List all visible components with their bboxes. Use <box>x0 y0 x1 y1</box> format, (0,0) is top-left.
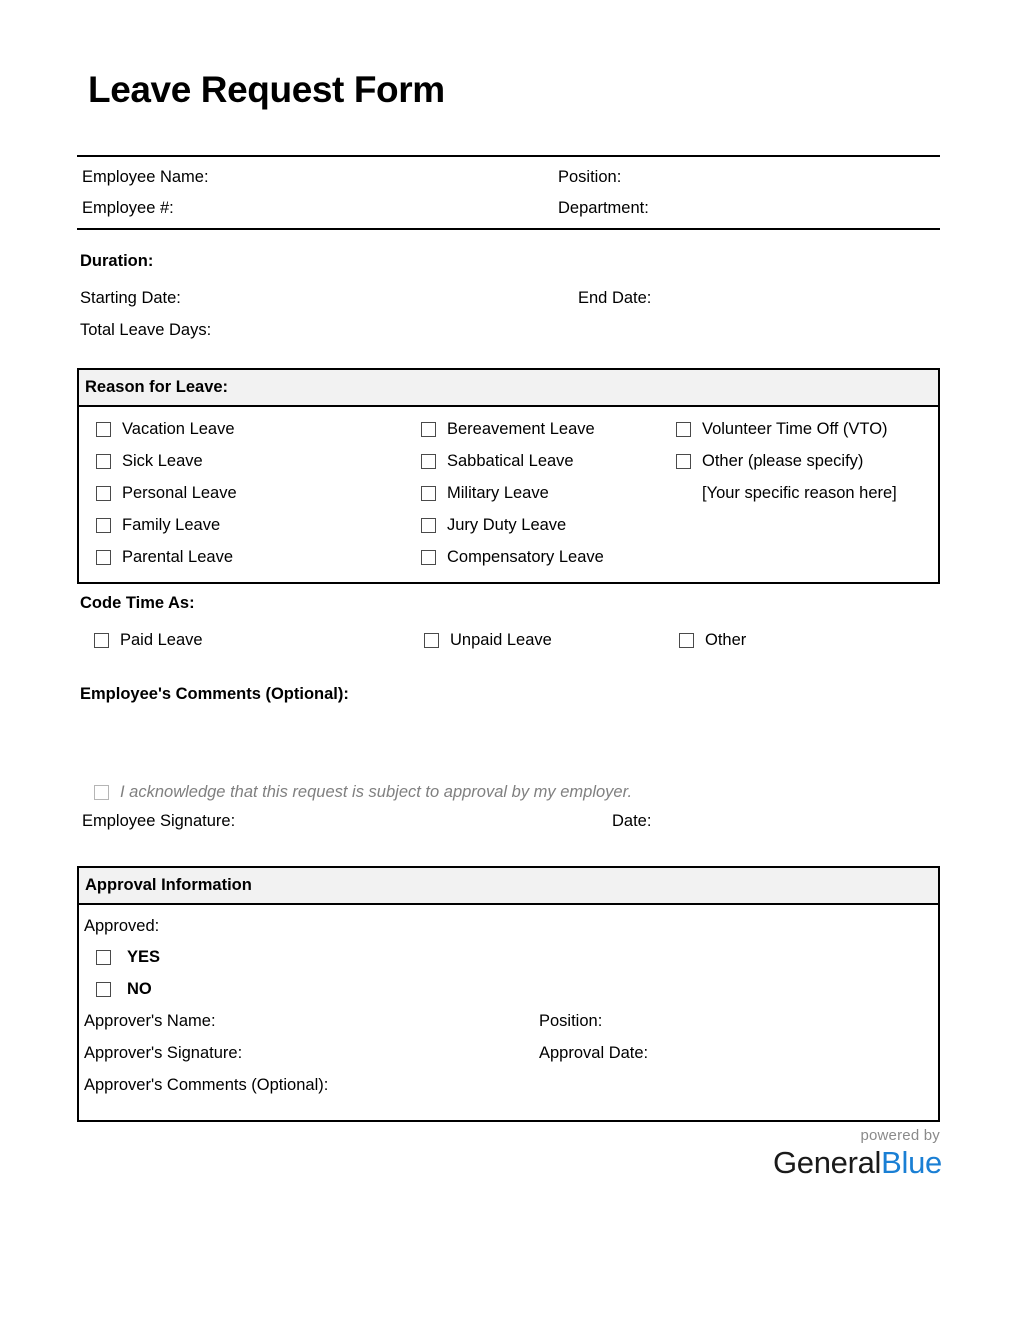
page-title: Leave Request Form <box>88 69 445 110</box>
reason-for-leave-section <box>77 368 940 584</box>
checkbox-label: Paid Leave <box>120 630 203 649</box>
employee-info-block <box>77 155 940 230</box>
checkbox-approved-no[interactable] <box>79 974 938 1006</box>
checkbox-label: Personal Leave <box>122 484 237 503</box>
checkbox-icon[interactable] <box>96 550 111 565</box>
reason-row <box>79 510 938 542</box>
checkbox-icon[interactable] <box>421 518 436 533</box>
position-label: Position: <box>558 168 622 186</box>
checkbox-label: Military Leave <box>447 484 549 503</box>
approval-information-body <box>79 905 938 1102</box>
checkbox-icon[interactable] <box>424 633 439 648</box>
checkbox-vacation-leave[interactable] <box>79 420 421 439</box>
checkbox-icon[interactable] <box>676 422 691 437</box>
duration-row <box>80 282 942 314</box>
employee-comments-section <box>80 685 942 715</box>
employee-info-row <box>77 193 940 224</box>
general-blue-logo <box>773 1128 942 1178</box>
checkbox-compensatory-leave[interactable] <box>421 548 676 567</box>
checkbox-family-leave[interactable] <box>79 516 421 535</box>
checkbox-icon[interactable] <box>96 422 111 437</box>
checkbox-sabbatical-leave[interactable] <box>421 452 676 471</box>
checkbox-bereavement-leave[interactable] <box>421 420 676 439</box>
duration-section <box>80 252 942 346</box>
department-label: Department: <box>558 199 649 217</box>
employee-signature-date-label: Date: <box>612 812 652 830</box>
employee-number-label: Employee #: <box>82 199 174 217</box>
checkbox-label: Sick Leave <box>122 452 203 471</box>
checkbox-icon[interactable] <box>421 422 436 437</box>
checkbox-label: Compensatory Leave <box>447 548 604 567</box>
approver-name-row <box>79 1006 938 1038</box>
approver-signature-row <box>79 1038 938 1070</box>
checkbox-icon[interactable] <box>421 454 436 469</box>
employee-name-label: Employee Name: <box>82 168 209 186</box>
employee-info-row <box>77 162 940 193</box>
approver-name-label: Approver's Name: <box>84 1012 216 1031</box>
checkbox-parental-leave[interactable] <box>79 548 421 567</box>
checkbox-label: Unpaid Leave <box>450 630 552 649</box>
reason-row <box>79 542 938 574</box>
approval-date-label: Approval Date: <box>539 1044 649 1063</box>
acknowledgement-text: I acknowledge that this request is subject to approval by my employer. <box>120 783 633 801</box>
checkbox-label: Family Leave <box>122 516 221 535</box>
starting-date-label: Starting Date: <box>80 288 181 307</box>
checkbox-icon[interactable] <box>421 550 436 565</box>
checkbox-label: NO <box>127 980 152 999</box>
checkbox-label: Other <box>705 630 747 649</box>
checkbox-icon[interactable] <box>96 518 111 533</box>
employee-signature-label: Employee Signature: <box>82 812 236 830</box>
checkbox-military-leave[interactable] <box>421 484 676 503</box>
total-leave-days-label: Total Leave Days: <box>80 320 212 339</box>
approver-position-label: Position: <box>539 1012 603 1031</box>
checkbox-label: Sabbatical Leave <box>447 452 574 471</box>
checkbox-icon[interactable] <box>94 633 109 648</box>
checkbox-label: Parental Leave <box>122 548 233 567</box>
checkbox-label: Volunteer Time Off (VTO) <box>702 420 888 439</box>
checkbox-icon[interactable] <box>679 633 694 648</box>
acknowledgement-checkbox[interactable] <box>94 783 632 802</box>
checkbox-label: Bereavement Leave <box>447 420 595 439</box>
approved-label: Approved: <box>84 916 160 935</box>
approval-information-section <box>77 866 940 1122</box>
brand-name-blue: Blue <box>881 1145 942 1180</box>
checkbox-icon[interactable] <box>676 454 691 469</box>
approver-comments-row <box>79 1070 938 1102</box>
employee-signature-row <box>82 812 942 831</box>
checkbox-label: YES <box>127 948 161 967</box>
code-time-as-options <box>80 624 942 656</box>
duration-heading: Duration: <box>80 252 154 270</box>
checkbox-sick-leave[interactable] <box>79 452 421 471</box>
reason-row <box>79 414 938 446</box>
checkbox-icon[interactable] <box>421 486 436 501</box>
checkbox-icon[interactable] <box>96 486 111 501</box>
checkbox-code-other[interactable] <box>679 631 942 650</box>
approval-information-heading: Approval Information <box>79 868 938 905</box>
checkbox-volunteer-time-off[interactable] <box>676 420 938 439</box>
checkbox-icon[interactable] <box>96 950 111 965</box>
code-time-as-section <box>80 594 942 656</box>
checkbox-icon[interactable] <box>94 785 109 800</box>
checkbox-label: Jury Duty Leave <box>447 516 567 535</box>
employee-comments-heading: Employee's Comments (Optional): <box>80 685 349 703</box>
checkbox-paid-leave[interactable] <box>94 631 424 650</box>
checkbox-unpaid-leave[interactable] <box>424 631 679 650</box>
reason-for-leave-body <box>79 407 938 582</box>
checkbox-icon[interactable] <box>96 982 111 997</box>
checkbox-personal-leave[interactable] <box>79 484 421 503</box>
reason-for-leave-heading: Reason for Leave: <box>79 370 938 407</box>
end-date-label: End Date: <box>578 288 652 307</box>
brand-wordmark <box>773 1147 942 1178</box>
checkbox-approved-yes[interactable] <box>79 942 938 974</box>
reason-row <box>79 478 938 510</box>
checkbox-icon[interactable] <box>96 454 111 469</box>
checkbox-label: Vacation Leave <box>122 420 235 439</box>
checkbox-label: Other (please specify) <box>702 452 864 471</box>
other-reason-field[interactable] <box>676 484 938 503</box>
duration-row <box>80 314 942 346</box>
brand-name-general: General <box>772 1145 882 1180</box>
checkbox-jury-duty-leave[interactable] <box>421 516 676 535</box>
other-reason-placeholder: [Your specific reason here] <box>702 484 897 503</box>
checkbox-other-reason[interactable] <box>676 452 938 471</box>
code-time-as-heading: Code Time As: <box>80 594 195 612</box>
approver-signature-label: Approver's Signature: <box>84 1044 243 1063</box>
powered-by-label: powered by <box>860 1127 940 1144</box>
approver-comments-label: Approver's Comments (Optional): <box>84 1076 329 1095</box>
reason-row <box>79 446 938 478</box>
